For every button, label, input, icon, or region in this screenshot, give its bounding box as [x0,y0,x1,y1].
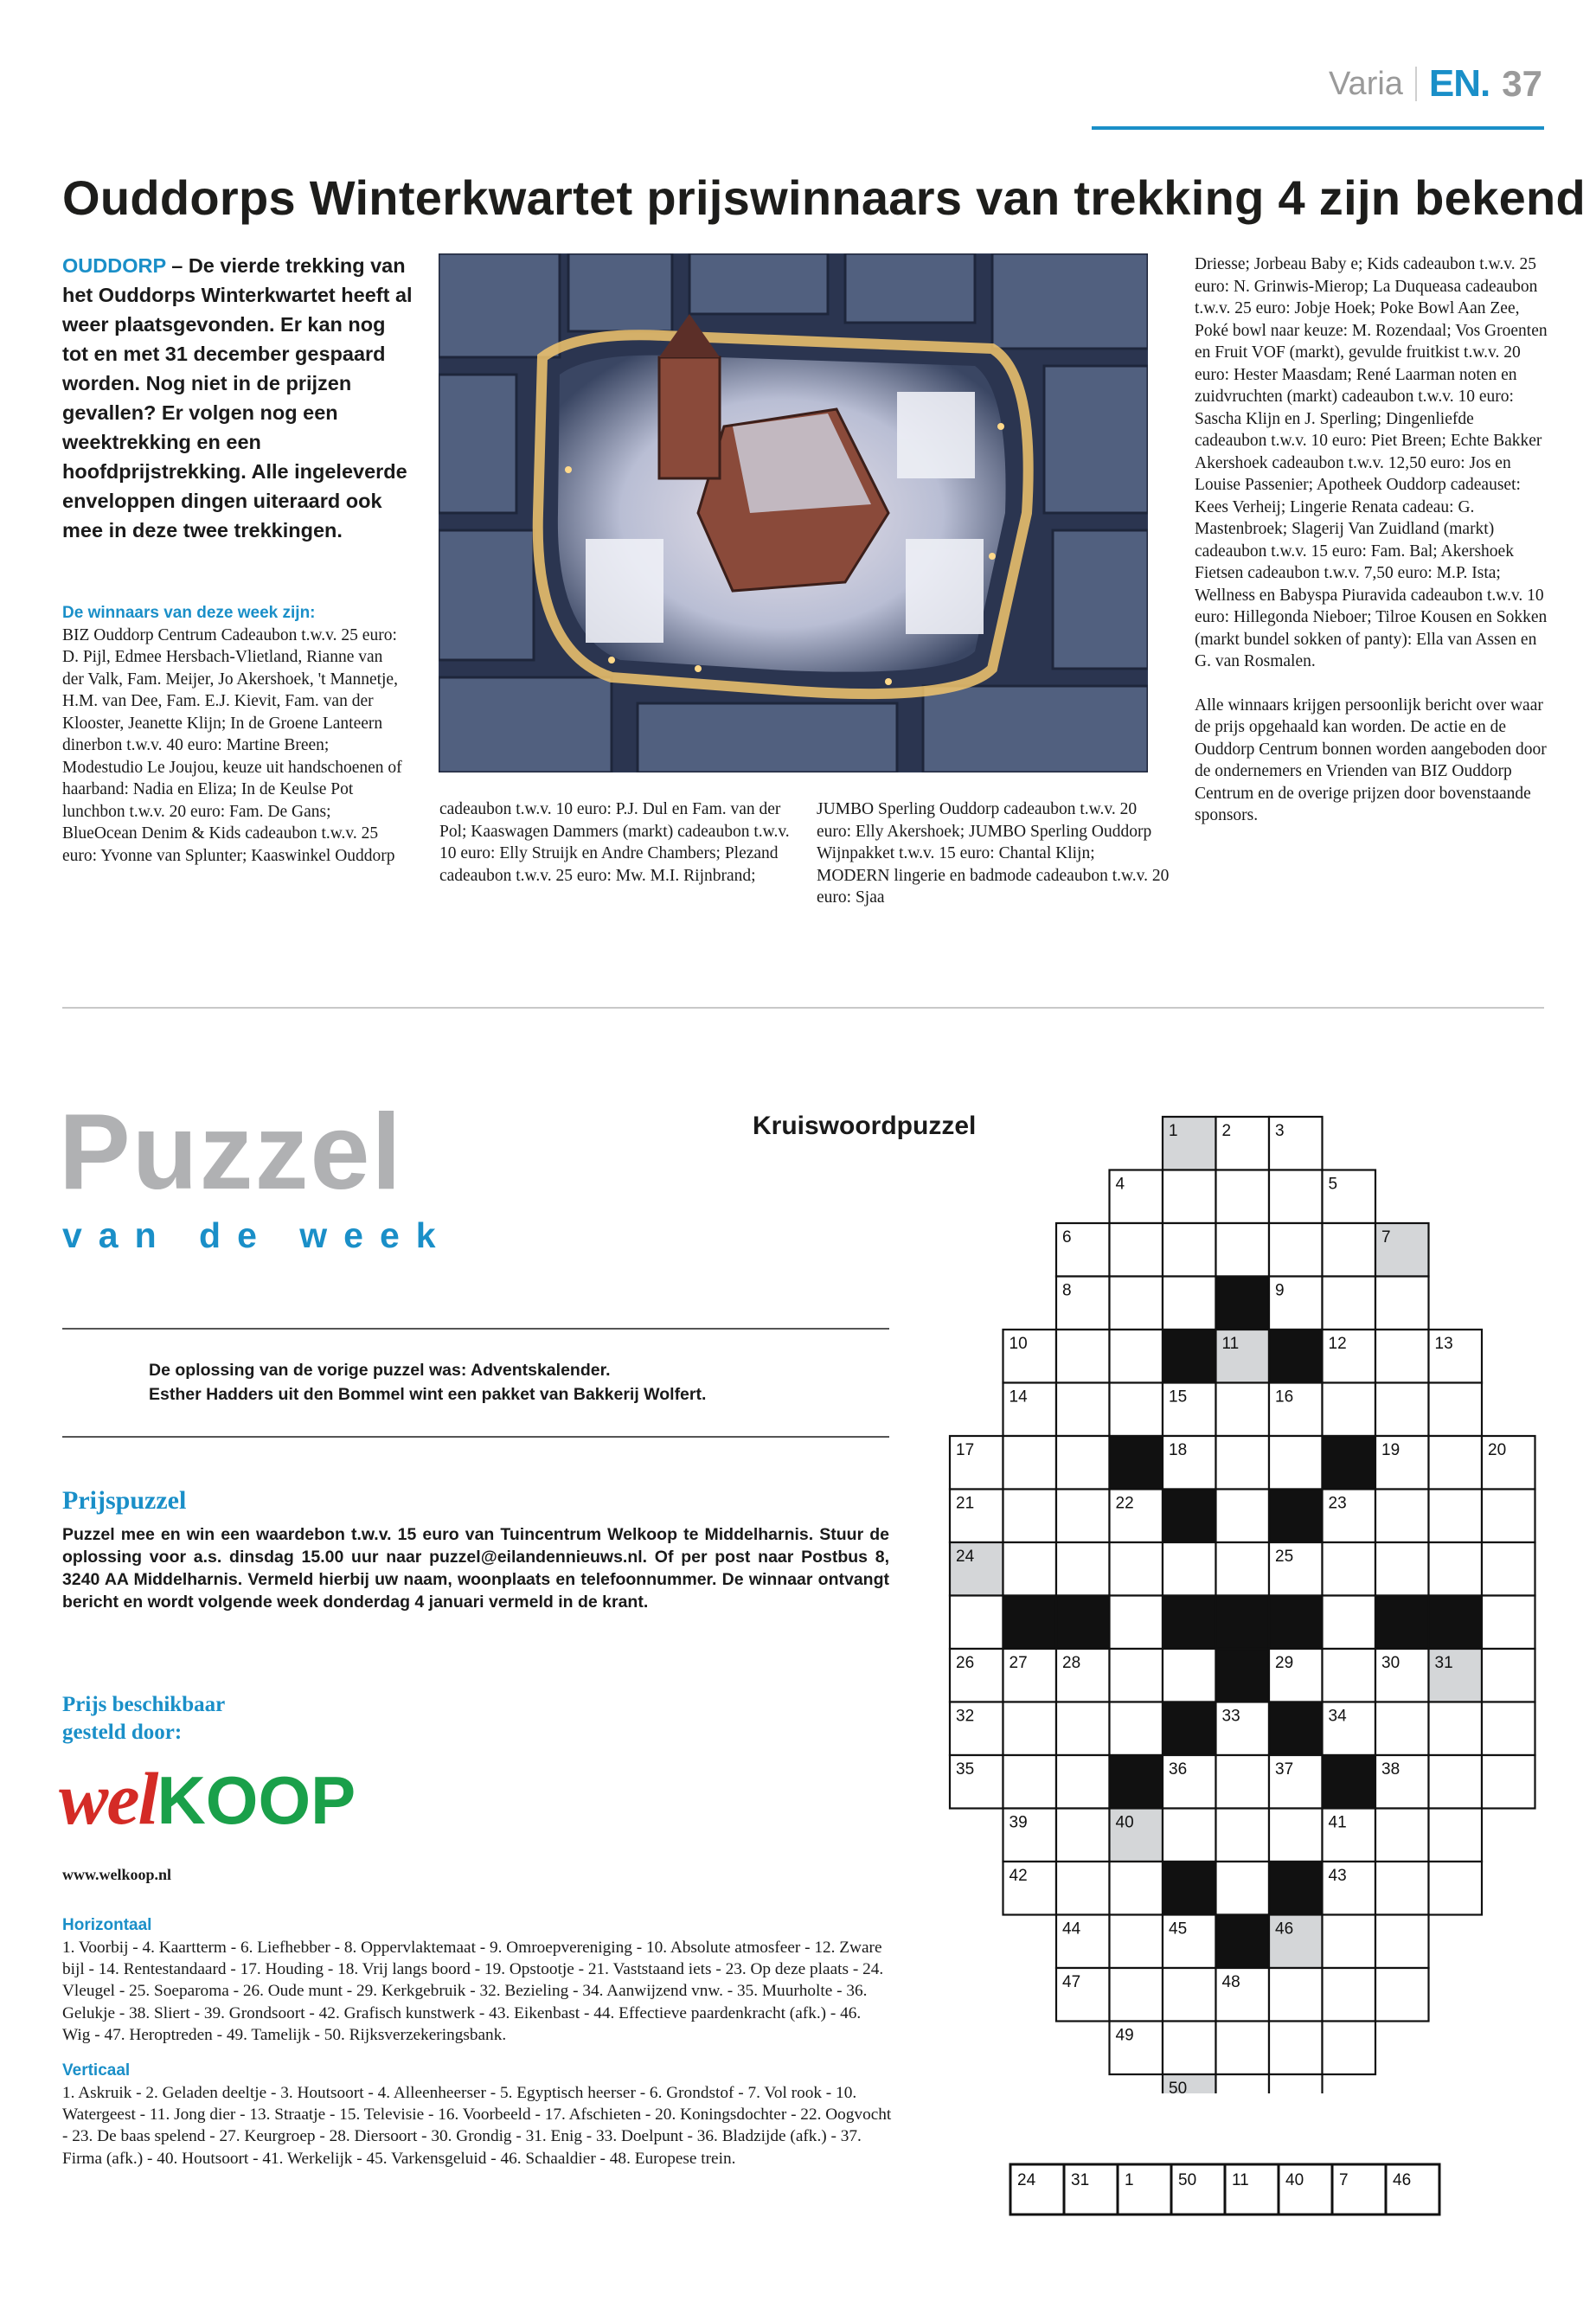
winner-line: Esther Hadders uit den Bommel wint een pakket van Bakkerij Wolfert. [149,1385,707,1404]
column-text: BIZ Ouddorp Centrum Cadeaubon t.w.v. 25 euro: D. Pijl, Edmee Hersbach-Vlietland, Rianne van der Valk, Fam. Meijer, Jo Akershoek, 't Mannetje, H.M. van Dee, Fam. E.J. Kievit, Fam. van der Klooster, Jeanette Klijn; In de Groene Lanteern dinerbon t.w.v. 40 euro: Martine Breen; Modestudio Le Joujou, keuze uit handschoenen of haarband: Nadia en Eliza; In de Keulse Pot lunchbon t.w.v. 20 euro: Fam. De Gans; BlueOcean Denim & Kids cadeaubon t.w.v. 25 euro: Yvonne van Splunter; Kaaswinkel Ouddorp [62,625,402,865]
clue-number: 11 [1221,1335,1240,1353]
clue-number: 28 [1062,1654,1081,1672]
column-closing-text: Alle winnaars krijgen persoonlijk bericht over waar de prijs opgehaald kan worden. De actie en de Ouddorp Centrum bonnen worden aangeboden door de ondernemers en Vrienden van BIZ Ouddorp Centrum en de overige prijzen door bovenstaande sponsors. [1195,695,1547,824]
grid-cell[interactable] [1110,1383,1163,1437]
clue-number: 30 [1381,1654,1401,1672]
black-cell [1216,1277,1270,1330]
grid-cell[interactable] [1429,1436,1483,1490]
section-divider [62,1007,1544,1009]
grid-cell[interactable] [1375,1702,1429,1756]
grid-cell[interactable] [1163,1542,1216,1596]
intro-text: – De vierde trekking van het Ouddorps Winterkwartet heeft al weer plaatsgevonden. Er kan nog tot en met 31 december gespaard worden. Nog niet in de prijzen gevallen? Er volgen nog een weektrekking en een hoofdprijstrekking. Alle ingeleverde enveloppen dingen uiteraard ook mee in deze twee trekkingen. [62,254,413,542]
clue-number: 19 [1381,1441,1401,1459]
clue-number: 10 [1009,1335,1028,1353]
answer-cell-number: 46 [1393,2171,1412,2189]
grid-cell[interactable] [1163,1649,1216,1702]
black-cell [1269,1702,1323,1756]
clue-number: 4 [1115,1175,1125,1194]
answer-cell-number: 31 [1071,2171,1090,2189]
grid-cell[interactable] [1482,1702,1535,1756]
grid-cell[interactable] [1216,2022,1270,2075]
grid-cell[interactable] [1375,1490,1429,1543]
clue-number: 5 [1328,1175,1338,1194]
sponsor-logo-part: KOOP [157,1762,356,1838]
grid-cell[interactable] [1110,1862,1163,1915]
grid-cell[interactable] [1110,1968,1163,2022]
black-cell [1163,1596,1216,1650]
article-photo [439,253,1148,772]
black-cell [1269,1596,1323,1650]
answer-cell-number: 24 [1017,2171,1036,2189]
clue-number: 9 [1275,1281,1285,1300]
grid-cell[interactable] [1429,1809,1483,1862]
black-cell [1323,1755,1376,1809]
grid-cell[interactable] [1323,1277,1376,1330]
grid-cell[interactable] [1163,1223,1216,1277]
grid-cell[interactable] [1269,2022,1323,2075]
clue-number: 3 [1275,1122,1285,1140]
grid-cell[interactable] [1482,1755,1535,1809]
clues [62,1916,893,2185]
clue-number: 36 [1169,1760,1188,1779]
answer-cell-number: 1 [1125,2171,1134,2189]
clue-number: 14 [1009,1388,1028,1407]
grid-cell[interactable] [1429,1702,1483,1756]
grid-cell[interactable] [1110,1596,1163,1650]
clue-number: 40 [1115,1813,1134,1832]
black-cell [1163,1330,1216,1383]
grid-cell[interactable] [1323,2022,1376,2075]
solution-rule-bottom [62,1436,889,1438]
horizontal-heading: Horizontaal [62,1916,152,1934]
grid-cell[interactable] [1323,1968,1376,2022]
grid-cell[interactable] [1110,1277,1163,1330]
clue-number: 13 [1434,1335,1453,1353]
grid-cell[interactable] [1163,1277,1216,1330]
grid-cell[interactable] [1216,1223,1270,1277]
grid-cell[interactable] [1375,1968,1429,2022]
grid-cell[interactable] [1269,1223,1323,1277]
puzzle-logo: Puzzel [59,1093,403,1212]
grid-cell[interactable] [1375,1277,1429,1330]
clue-number: 20 [1488,1441,1507,1459]
article-headline: Ouddorps Winterkwartet prijswinnaars van trekking 4 zijn bekend [62,170,1586,225]
grid-cell[interactable] [1216,1436,1270,1490]
solution-rule-top [62,1328,889,1330]
previous-solution [149,1358,884,1407]
clue-number: 46 [1275,1920,1294,1939]
grid-cell[interactable] [1056,1862,1110,1915]
winners-heading: De winnaars van deze week zijn: [62,604,316,622]
grid-cell[interactable] [1482,1542,1535,1596]
clue-number: 12 [1328,1335,1347,1353]
grid-cell[interactable] [1056,1542,1110,1596]
sponsor-logo [59,1757,356,1840]
clue-number: 33 [1221,1707,1240,1726]
clue-number: 21 [956,1494,975,1513]
grid-cell[interactable] [1056,1436,1110,1490]
clue-number: 39 [1009,1813,1028,1832]
grid-cell[interactable] [1056,1490,1110,1543]
clue-number: 15 [1169,1388,1188,1407]
grid-cell[interactable] [1110,1702,1163,1756]
grid-cell[interactable] [1003,1542,1057,1596]
column-text: Driesse; Jorbeau Baby e; Kids cadeaubon t.w.v. 25 euro: N. Grinwis-Mierop; La Duqueasa cadeaubon t.w.v. 25 euro: Jobje Hoek; Poke Bowl Aan Zee, Poké bowl naar keuze: M. Rozendaal; Vos Groenten en Fruit VOF (markt), gevulde fruitkist t.w.v. 20 euro: Hester Maasdam; René Laarman noten en zuidvruchten (markt) cadeaubon t.w.v. 10 euro: Sascha Klijn en J. Sperling; Dingenliefde cadeaubon t.w.v. 10 euro: Piet Breen; Echte Bakker Akershoek cadeaubon t.w.v. 12,50 euro: Jos en Louise Passenier; Apotheek Ouddorp cadeauset: Kees Verheij; Lingerie Renata cadeau: G. Mastenbroek; Slagerij Van Zuidland (markt) cadeaubon t.w.v. 15 euro: Fam. Bal; Akershoek Fietsen cadeaubon t.w.v. 7,50 euro: M.P. Ista; Wellness en Babyspa Piuravida cadeaubon t.w.v. 10 euro: Hillegonda Nieboer; Tilroe Kousen en Sokken (markt bundel sokken of panty): Ella van Assen en G. van Rosmalen. [1195,255,1548,670]
grid-cell[interactable] [1269,2074,1323,2093]
clue-number: 7 [1381,1228,1391,1247]
article-column-1 [62,602,408,867]
crossword-grid [946,1113,1559,2093]
clue-number: 41 [1328,1813,1347,1832]
clue-number: 35 [956,1760,975,1779]
grid-cell[interactable] [1482,1596,1535,1650]
solution-answer-bar [1009,2163,1445,2216]
grid-cell[interactable] [1216,1170,1270,1224]
clue-number: 26 [956,1654,975,1672]
clue-number: 49 [1115,2026,1134,2045]
page-header [1329,62,1542,106]
grid-cell[interactable] [1003,1702,1057,1756]
grid-cell[interactable] [1163,1170,1216,1224]
grid-cell[interactable] [1375,1915,1429,1969]
black-cell [1163,1702,1216,1756]
clue-number: 2 [1221,1122,1232,1140]
black-cell [1110,1436,1163,1490]
clue-number: 43 [1328,1867,1347,1885]
clue-number: 44 [1062,1920,1081,1939]
answer-cell-number: 7 [1339,2171,1349,2189]
black-cell [1216,1649,1270,1702]
grid-cell[interactable] [1429,1755,1483,1809]
grid-cell[interactable] [1269,1968,1323,2022]
clue-number: 22 [1115,1494,1134,1513]
grid-cell[interactable] [1110,1542,1163,1596]
black-cell [1269,1490,1323,1543]
black-cell [1216,1596,1270,1650]
black-cell [1323,1436,1376,1490]
grid-cell[interactable] [1110,1915,1163,1969]
grid-cell[interactable] [1482,1649,1535,1702]
grid-cell[interactable] [1216,1755,1270,1809]
horizontal-clues: 1. Voorbij - 4. Kaartterm - 6. Liefhebber - 8. Oppervlaktemaat - 9. Omroepvereniging - 10. Absolute atmosfeer - 12. Zware bijl - 14. Rentestandaard - 17. Houding - 18. Vrij langs boord - 19. Opstootje - 21. Vaststaand iets - 23. Op deze plaats - 24. Vleugel - 25. Soeparoma - 26. Oude munt - 29. Kerkgebruik - 32. Bezieling - 34. Aanwijzend vnw. - 35. Muurholte - 36. Gelukje - 38. Sliert - 39. Grondsoort - 42. Grafisch kunstwerk - 43. Eikenbast - 44. Effectieve paardenkracht (afk.) - 46. Wig - 47. Heroptreden - 49. Tamelijk - 50. Rijksverzekeringsbank. [62,1939,884,2044]
grid-cell[interactable] [1375,1809,1429,1862]
grid-cell[interactable] [1110,1223,1163,1277]
clue-number: 29 [1275,1654,1294,1672]
grid-cell[interactable] [1482,1490,1535,1543]
vertical-heading: Verticaal [62,2061,131,2080]
black-cell [1429,1596,1483,1650]
prize-puzzle-text: Puzzel mee en win een waardebon t.w.v. 15 euro van Tuincentrum Welkoop te Middelharnis. Stuur de oplossing voor a.s. dinsdag 15.00 uur naar puzzel@eilandennieuws.nl. Of per post naar Postbus 8, 3240 AA Middelharnis. Vermeld hierbij uw naam, woonplaats en telefoonnummer. De winnaar ontvangt bericht en wordt volgende week donderdag 4 januari vermeld in de krant. [62,1525,889,1612]
grid-cell[interactable] [1056,1702,1110,1756]
clue-number: 47 [1062,1973,1081,1991]
grid-cell[interactable] [1375,1383,1429,1437]
grid-cell[interactable] [950,1596,1003,1650]
grid-cell[interactable] [1429,1383,1483,1437]
grid-cell[interactable] [1056,1330,1110,1383]
clue-number: 24 [956,1548,975,1566]
black-cell [1056,1596,1110,1650]
sponsor-heading-line: Prijs beschikbaar [62,1693,226,1716]
grid-cell[interactable] [1375,1862,1429,1915]
intro-location: OUDDORP [62,254,166,277]
grid-cell[interactable] [1056,1755,1110,1809]
black-cell [1269,1862,1323,1915]
clue-number: 27 [1009,1654,1028,1672]
clue-number: 31 [1434,1654,1453,1672]
article-column-2: cadeaubon t.w.v. 10 euro: P.J. Dul en Fam. van der Pol; Kaaswagen Dammers (markt) cadeaubon t.w.v. 10 euro: Elly Struijk en Andre Chambers; Plezand cadeaubon t.w.v. 25 euro: Mw. M.I. Rijnbrand; [439,800,790,885]
clue-number: 17 [956,1441,975,1459]
header-rule [1092,126,1544,130]
solution-line: De oplossing van de vorige puzzel was: Adventskalender. [149,1361,611,1380]
article-column-3: JUMBO Sperling Ouddorp cadeaubon t.w.v. 20 euro: Elly Akershoek; JUMBO Sperling Ouddorp Wijnpakket t.w.v. 15 euro: Chantal Klijn; MODERN lingerie en badmode cadeaubon t.w.v. 20 euro: Sjaa [817,800,1170,907]
grid-cell[interactable] [1323,1542,1376,1596]
black-cell [1163,1490,1216,1543]
clue-number: 16 [1275,1388,1294,1407]
grid-cell[interactable] [1429,1542,1483,1596]
grid-cell[interactable] [1216,2074,1270,2093]
grid-cell[interactable] [1216,1383,1270,1437]
grid-cell[interactable] [1216,1542,1270,1596]
clue-number: 50 [1169,2080,1188,2093]
header-divider [1415,67,1417,101]
grid-cell[interactable] [1375,1542,1429,1596]
article-intro [62,251,417,545]
page-number: 37 [1502,63,1542,104]
clue-number: 18 [1169,1441,1188,1459]
grid-cell[interactable] [1216,1809,1270,1862]
black-cell [1216,1915,1270,1969]
grid-cell[interactable] [1429,1490,1483,1543]
clue-number: 6 [1062,1228,1072,1247]
black-cell [1110,1755,1163,1809]
clue-number: 32 [956,1707,975,1726]
clue-number: 1 [1169,1122,1178,1140]
grid-cell[interactable] [1269,1436,1323,1490]
clue-number: 8 [1062,1281,1072,1300]
grid-cell[interactable] [1323,1915,1376,1969]
grid-cell[interactable] [1216,1862,1270,1915]
grid-cell[interactable] [1323,1596,1376,1650]
grid-cell[interactable] [1003,1436,1057,1490]
grid-cell[interactable] [1110,1649,1163,1702]
clue-number: 25 [1275,1548,1294,1566]
grid-cell[interactable] [1163,1968,1216,2022]
black-cell [1163,1862,1216,1915]
prize-puzzle-title: Prijspuzzel [62,1486,187,1515]
black-cell [1003,1596,1057,1650]
brand-logo: EN. [1428,62,1490,105]
grid-cell[interactable] [1003,1755,1057,1809]
answer-cell-number: 40 [1285,2171,1304,2189]
grid-cell[interactable] [1323,1649,1376,1702]
black-cell [1269,1330,1323,1383]
grid-cell[interactable] [1163,2022,1216,2075]
grid-cell[interactable] [1056,1383,1110,1437]
black-cell [1375,1596,1429,1650]
clue-number: 34 [1328,1707,1347,1726]
grid-cell[interactable] [1110,1330,1163,1383]
grid-cell[interactable] [1056,1809,1110,1862]
section-label: Varia [1329,65,1403,102]
answer-cell-number: 11 [1232,2171,1249,2189]
sponsor-heading-line: gesteld door: [62,1721,183,1744]
grid-cell[interactable] [1323,1383,1376,1437]
grid-cell[interactable] [1375,1330,1429,1383]
grid-cell[interactable] [1429,1862,1483,1915]
sponsor-url: www.welkoop.nl [62,1866,172,1883]
clue-number: 38 [1381,1760,1401,1779]
grid-cell[interactable] [1163,1809,1216,1862]
grid-cell[interactable] [1216,1490,1270,1543]
sponsor-logo-part: wel [59,1757,157,1840]
grid-cell[interactable] [1323,1223,1376,1277]
grid-cell[interactable] [1003,1490,1057,1543]
clue-number: 23 [1328,1494,1347,1513]
grid-cell[interactable] [1269,1170,1323,1224]
answer-cell-number: 50 [1178,2171,1197,2189]
vertical-clues: 1. Askruik - 2. Geladen deeltje - 3. Houtsoort - 4. Alleenheerser - 5. Egyptisch heerser - 6. Grondstof - 7. Vol rook - 10. Watergeest - 11. Jong dier - 13. Straatje - 15. Televisie - 16. Voorbeeld - 17. Afschieten - 20. Koningsdochter - 22. Oogvocht - 23. De baas spelend - 27. Keurgroep - 28. Diersoort - 30. Grondig - 31. Enig - 33. Doelpunt - 36. Bladzijde (afk.) - 37. Firma (afk.) - 40. Houtsoort - 41. Werkelijk - 45. Varkensgeluid - 46. Schaaldier - 48. Europese trein. [62,2084,892,2168]
clue-number: 45 [1169,1920,1188,1939]
clue-number: 48 [1221,1973,1240,1991]
article-column-4 [1195,253,1549,827]
puzzle-logo-subtitle: van de week [62,1215,452,1255]
sponsor-heading [62,1691,322,1747]
clue-number: 37 [1275,1760,1294,1779]
clue-number: 42 [1009,1867,1028,1885]
grid-cell[interactable] [1269,1809,1323,1862]
puzzle-title: Kruiswoordpuzzel [753,1112,977,1140]
